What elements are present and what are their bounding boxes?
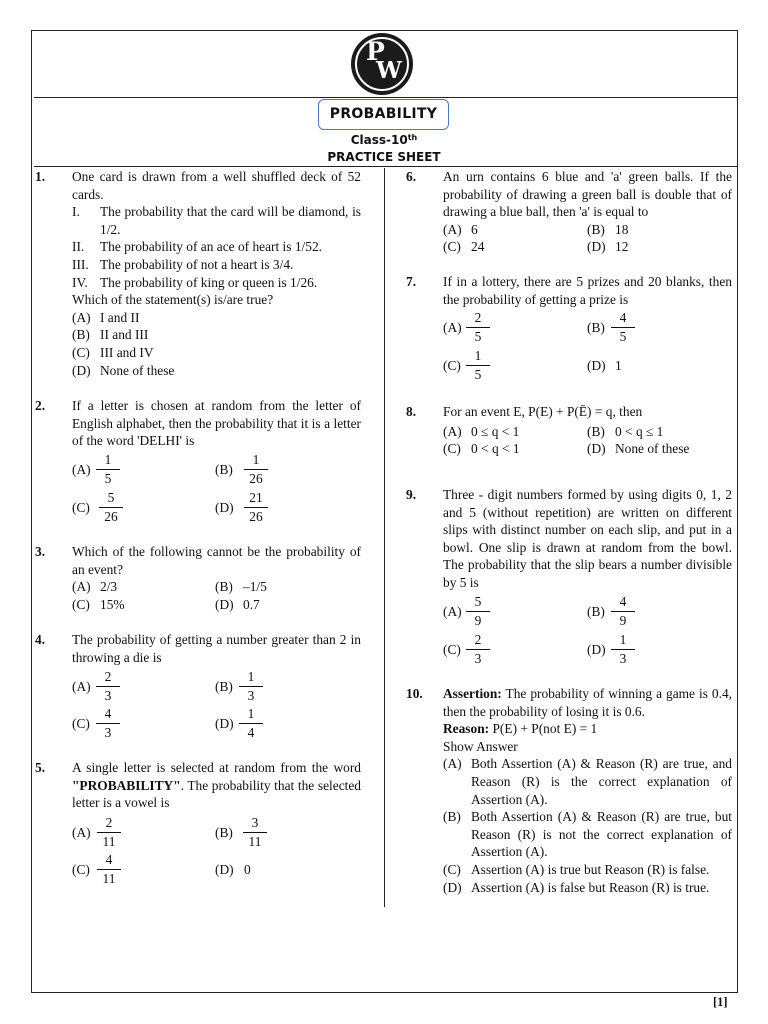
class-label: Class-10th [350, 133, 418, 147]
question-5: 5. A single letter is selected at random from the word "PROBABILITY". The probability that the selected letter is a vowel is (A) $\frac{2}{11}$ (B) $\frac{3}{11}$ (C) $\frac{4}{11}$ (D) 0 [35, 760, 361, 886]
option-c: (C) Assertion (A) is true but Reason (R) is false. [443, 861, 710, 877]
pw-logo-icon: P W [351, 33, 413, 95]
show-answer: Show Answer [443, 738, 518, 754]
option-a: (A) 2/3 [72, 579, 118, 595]
question-number: 3. [35, 544, 46, 559]
statement: III. The probability of not a heart is 3/4. [72, 256, 294, 272]
question-4: 4. The probability of getting a number greater than 2 in throwing a die is (A) $\frac{2}{3}$ (B) $\frac{1}{3}$ (C) $\frac{4}{3}$ (D) $\frac{1}{4}$ [35, 632, 361, 741]
question-number: 2. [35, 398, 46, 413]
option-d: (D) None of these [72, 362, 175, 378]
question-1 [35, 168, 361, 379]
question-text: For an event E, P(E) + P(Ē) = q, then [443, 404, 643, 419]
question-number: 6. [406, 169, 417, 184]
question-number: 8. [406, 404, 417, 419]
statement: I. The probability that the card will be diamond, is 1/2. [72, 204, 361, 237]
question-number: 5. [35, 760, 46, 775]
question-9: 9. Three - digit numbers formed by using digits 0, 1, 2 and 5 (without repetition) are written on different slips with distinct number on each slip, and put in a bowl. One slip is drawn at random from the bowl. The probability that the slip bears a number divisible by 5 is (A) $\frac{5}{9}$ (B) $\frac{4}{9}$ (C) $\frac{2}{3}$ (D) $\frac{1}{3}$ [406, 487, 732, 666]
option-c: (C) 0 < q < 1 [443, 441, 520, 457]
option-d: (D) 12 [587, 239, 629, 255]
question-number: 10. [406, 686, 423, 701]
option-a: (A) 6 [443, 221, 478, 237]
sheet-label: PRACTICE SHEET [327, 150, 441, 164]
option-b: (B) –1/5 [215, 579, 267, 595]
question-10 [406, 685, 732, 896]
question-text: One card is drawn from a well shuffled deck of 52 cards. [72, 169, 361, 202]
option-c: (C) III and IV [72, 344, 154, 360]
option-d: (D) 0.7 [215, 596, 260, 612]
statement: IV. The probability of king or queen is 1/26. [72, 274, 318, 290]
question-ask: Which of the statement(s) is/are true? [72, 292, 274, 308]
question-number: 4. [35, 632, 46, 647]
page-title: PROBABILITY [318, 99, 449, 130]
question-7: 7. If in a lottery, there are 5 prizes and 20 blanks, then the probability of getting a prize is (A) $\frac{2}{5}$ (B) $\frac{4}{5}$ (C) $\frac{1}{5}$ (D) 1 [406, 274, 732, 383]
page-number: [1] [713, 995, 728, 1009]
option-a: (A) Both Assertion (A) & Reason (R) are true, and Reason (R) is the correct explanation of Assertion (A). [443, 756, 732, 807]
option-d: (D) Assertion (A) is false but Reason (R) is true. [443, 879, 710, 895]
formula: E, P(E) + P(Ē) = q, [513, 404, 616, 419]
question-8 [406, 403, 732, 458]
option-b: (B) II and III [72, 327, 149, 343]
question-text: If in a lottery, there are 5 prizes and 20 blanks, then the probability of getting a prize is [443, 274, 732, 307]
option-c: (C) 15% [72, 596, 125, 612]
assertion-text: Assertion: The probability of winning a game is 0.4, then the probability of losing it is 0.6. [443, 686, 732, 719]
question-3 [35, 543, 361, 613]
question-text: Which of the following cannot be the probability of an event? [72, 544, 361, 577]
question-text: If a letter is chosen at random from the letter of English alphabet, then the probability that it is a letter of the word 'DELHI' is [72, 398, 361, 449]
question-number: 7. [406, 274, 417, 289]
question-text: The probability of getting a number greater than 2 in throwing a die is [72, 632, 361, 665]
option-a: (A) I and II [72, 309, 140, 325]
statement: II. The probability of an ace of heart is 1/52. [72, 239, 322, 255]
option-b: (B) 18 [587, 221, 629, 237]
question-number: 9. [406, 487, 417, 502]
question-text: Three - digit numbers formed by using digits 0, 1, 2 and 5 (without repetition) are written on different slips with distinct number on each slip, and put in a bowl. One slip is drawn at random from the bowl. The probability that the slip bears a number divisible by 5 is [443, 487, 732, 590]
question-2: 2. If a letter is chosen at random from the letter of English alphabet, then the probability that it is a letter of the word 'DELHI' is (A) $\frac{1}{5}$ (B) $\frac{1}{26}$ (C) $\frac{5}{26}$ (D) $\frac{21}{26}$ [35, 398, 361, 524]
option-c: (C) 24 [443, 239, 485, 255]
question-number: 1. [35, 169, 46, 184]
question-text: A single letter is selected at random from the word "PROBABILITY". The probability that the selected letter is a vowel is [72, 760, 361, 811]
option-b: (B) 0 < q ≤ 1 [587, 423, 664, 439]
column-divider [384, 168, 385, 907]
question-text: An urn contains 6 blue and 'a' green balls. If the probability of drawing a green ball is double that of drawing a blue ball, then 'a' is equal to [443, 169, 732, 220]
option-a: (A) 0 ≤ q < 1 [443, 423, 520, 439]
option-d: (D) None of these [587, 441, 690, 457]
reason-text: Reason: P(E) + P(not E) = 1 [443, 721, 598, 737]
question-6 [406, 168, 732, 256]
option-b: (B) Both Assertion (A) & Reason (R) are true, but Reason (R) is not the correct explanation of Assertion (A). [443, 809, 732, 860]
